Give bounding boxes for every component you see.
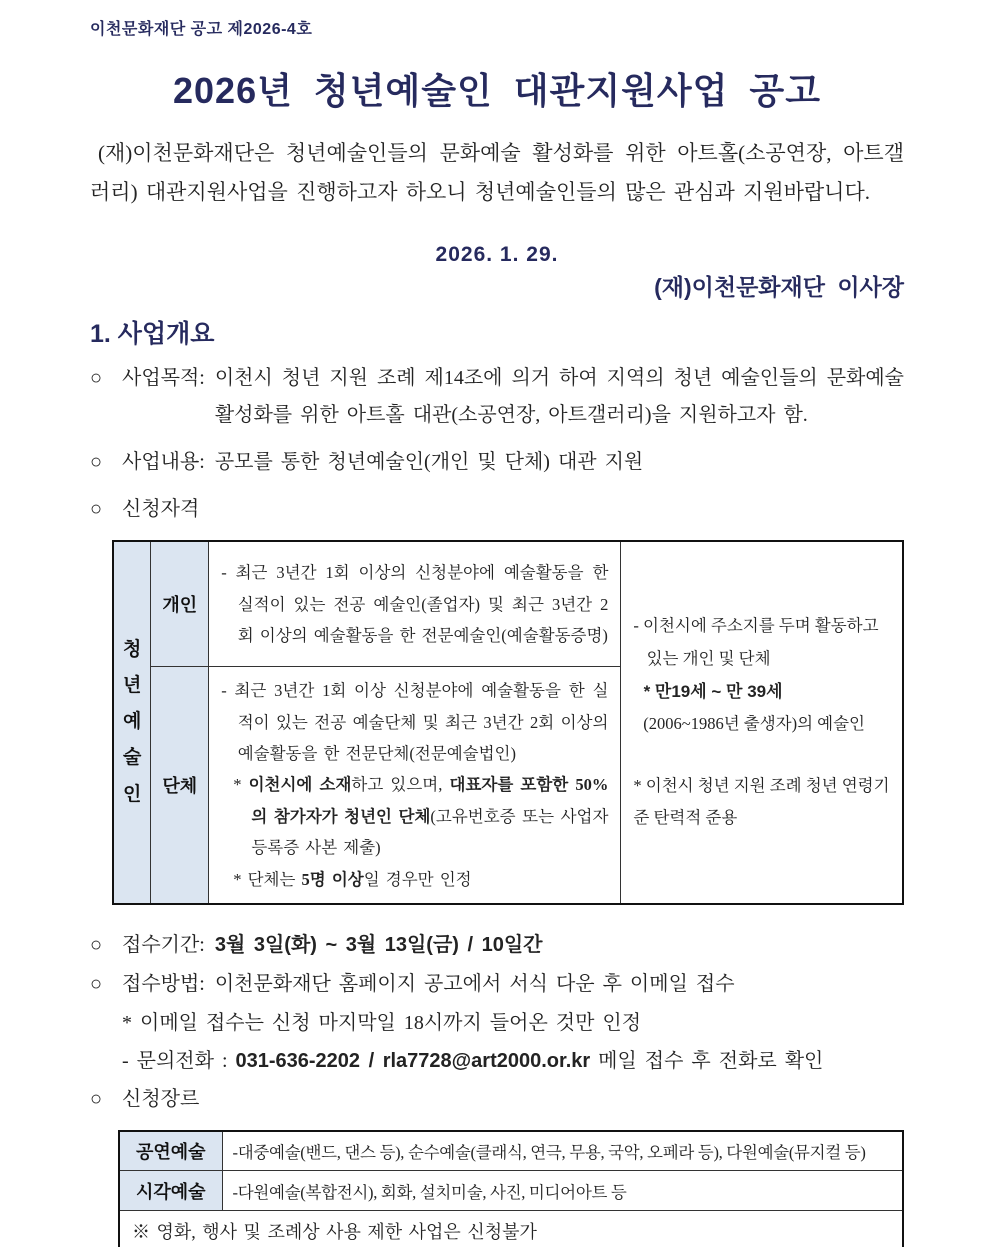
purpose-text: 이천시 청년 지원 조례 제14조에 의거 하여 지역의 청년 예술인들의 문화예술 활성화를 위한 아트홀 대관(소공연장, 아트갤러리)을 지원하고자 함. <box>214 366 904 426</box>
type-cell-group: 단체 <box>151 667 209 904</box>
bullet-period <box>90 927 904 964</box>
common-line-age: * 만19세 ~ 만 39세 <box>643 681 783 701</box>
bullet-method <box>90 966 904 1003</box>
group-note-bold-2: 대표자를 포함한 50%의 참가자가 청년인 단체 <box>251 775 609 826</box>
table-row-individual <box>113 541 903 667</box>
content-label: 사업내용: <box>122 450 205 473</box>
group-min-suffix: 일 경우만 인정 <box>363 869 472 889</box>
common-line-birthyears: (2006~1986년 출생자)의 예술인 <box>643 713 865 733</box>
announcement-date: 2026. 1. 29. <box>435 242 559 266</box>
table-row-visual-arts <box>119 1171 903 1211</box>
method-email-note: * 이메일 접수는 신청 마지막일 18시까지 들어온 것만 인정 <box>122 1011 642 1034</box>
genre-desc-visual: -다원예술(복합전시), 회화, 설치미술, 사진, 미디어아트 등 <box>222 1171 903 1211</box>
doc-number: 이천문화재단 공고 제2026-4호 <box>90 21 313 38</box>
content-text: 공모를 통한 청년예술인(개인 및 단체) 대관 지원 <box>214 450 644 473</box>
group-min-bold: 5명 이상 <box>301 869 364 889</box>
group-min-prefix: * 단체는 <box>233 869 302 889</box>
period-value: 3월 3일(화) ~ 3월 13일(금) / 10일간 <box>214 933 543 956</box>
circle-bullet-icon: ○ <box>90 366 103 389</box>
bullet-genre <box>90 1081 904 1118</box>
asterisk-marker: * <box>233 775 249 795</box>
common-criteria-cell <box>621 541 903 904</box>
purpose-label: 사업목적: <box>122 366 205 389</box>
circle-bullet-icon: ○ <box>90 972 103 995</box>
method-contact-line <box>122 1043 904 1079</box>
bullet-purpose <box>90 360 904 434</box>
group-label-cell <box>113 541 151 904</box>
table-row-restriction-note <box>119 1211 903 1247</box>
circle-bullet-icon: ○ <box>90 1087 103 1110</box>
criteria-cell-group <box>209 667 621 904</box>
genre-restriction-note: ※ 영화, 행사 및 조례상 사용 제한 사업은 신청불가 <box>119 1211 903 1247</box>
method-text: 이천문화재단 홈페이지 공고에서 서식 다운 후 이메일 접수 <box>214 972 735 995</box>
genre-cell-performing: 공연예술 <box>119 1131 222 1171</box>
page-title: 2026년 청년예술인 대관지원사업 공고 <box>173 70 821 111</box>
genre-cell-visual: 시각예술 <box>119 1171 222 1211</box>
group-note-text-1: 하고 있으며, <box>351 775 450 795</box>
type-cell-individual: 개인 <box>151 541 209 667</box>
group-label-vertical: 청년예술인 <box>123 639 142 805</box>
group-note-location <box>233 769 608 863</box>
section-heading-overview: 1. 사업개요 <box>90 319 215 348</box>
issuer-signature: (재)이천문화재단 이사장 <box>654 273 904 300</box>
genre-table <box>118 1130 904 1247</box>
genre-desc-performing: -대중예술(밴드, 댄스 등), 순수예술(클래식, 연극, 무용, 국악, 오페라 등), 다원예술(뮤지컬 등) <box>222 1131 903 1171</box>
group-note-text-2: (고유번호증 또는 사업자등록증 사본 제출) <box>251 806 609 858</box>
spacer <box>633 740 890 770</box>
bullet-eligibility <box>90 491 904 528</box>
intro-paragraph: (재)이천문화재단은 청년예술인들의 문화예술 활성화를 위한 아트홀(소공연장, 아트갤러리) 대관지원사업을 진행하고자 하오니 청년예술인들의 많은 관심과 지원바랍니다. <box>90 141 904 205</box>
bullet-content <box>90 444 904 481</box>
circle-bullet-icon: ○ <box>90 450 103 473</box>
group-criteria-text: - 최근 3년간 1회 이상 신청분야에 예술활동을 한 실적이 있는 전공 예술단체 및 최근 3년간 2회 이상의 예술활동을 한 전문단체(전문예술법인) <box>221 681 609 764</box>
contact-suffix: 메일 접수 후 전화로 확인 <box>590 1049 824 1072</box>
method-label: 접수방법: <box>122 972 205 995</box>
circle-bullet-icon: ○ <box>90 497 103 520</box>
group-note-minimum <box>233 864 608 895</box>
period-label: 접수기간: <box>122 933 205 956</box>
contact-phone-email: 031-636-2202 / rla7728@art2000.or.kr <box>235 1049 591 1072</box>
contact-prefix: - 문의전화 : <box>122 1049 236 1072</box>
genre-label: 신청장르 <box>122 1087 200 1110</box>
table-row-performing-arts <box>119 1131 903 1171</box>
common-line-residence: - 이천시에 주소지를 두며 활동하고 있는 개인 및 단체 <box>633 616 879 668</box>
eligibility-label: 신청자격 <box>122 497 200 520</box>
eligibility-table <box>112 540 904 905</box>
common-line-ordinance: * 이천시 청년 지원 조례 청년 연령기준 탄력적 준용 <box>633 776 890 828</box>
individual-criteria-text: - 최근 3년간 1회 이상의 신청분야에 예술활동을 한 실적이 있는 전공 예술인(졸업자) 및 최근 3년간 2회 이상의 예술활동을 한 전문예술인(예술활동증명) <box>221 563 609 645</box>
circle-bullet-icon: ○ <box>90 933 103 956</box>
criteria-cell-individual <box>209 541 621 667</box>
group-note-bold-1: 이천시에 소재 <box>248 775 352 795</box>
